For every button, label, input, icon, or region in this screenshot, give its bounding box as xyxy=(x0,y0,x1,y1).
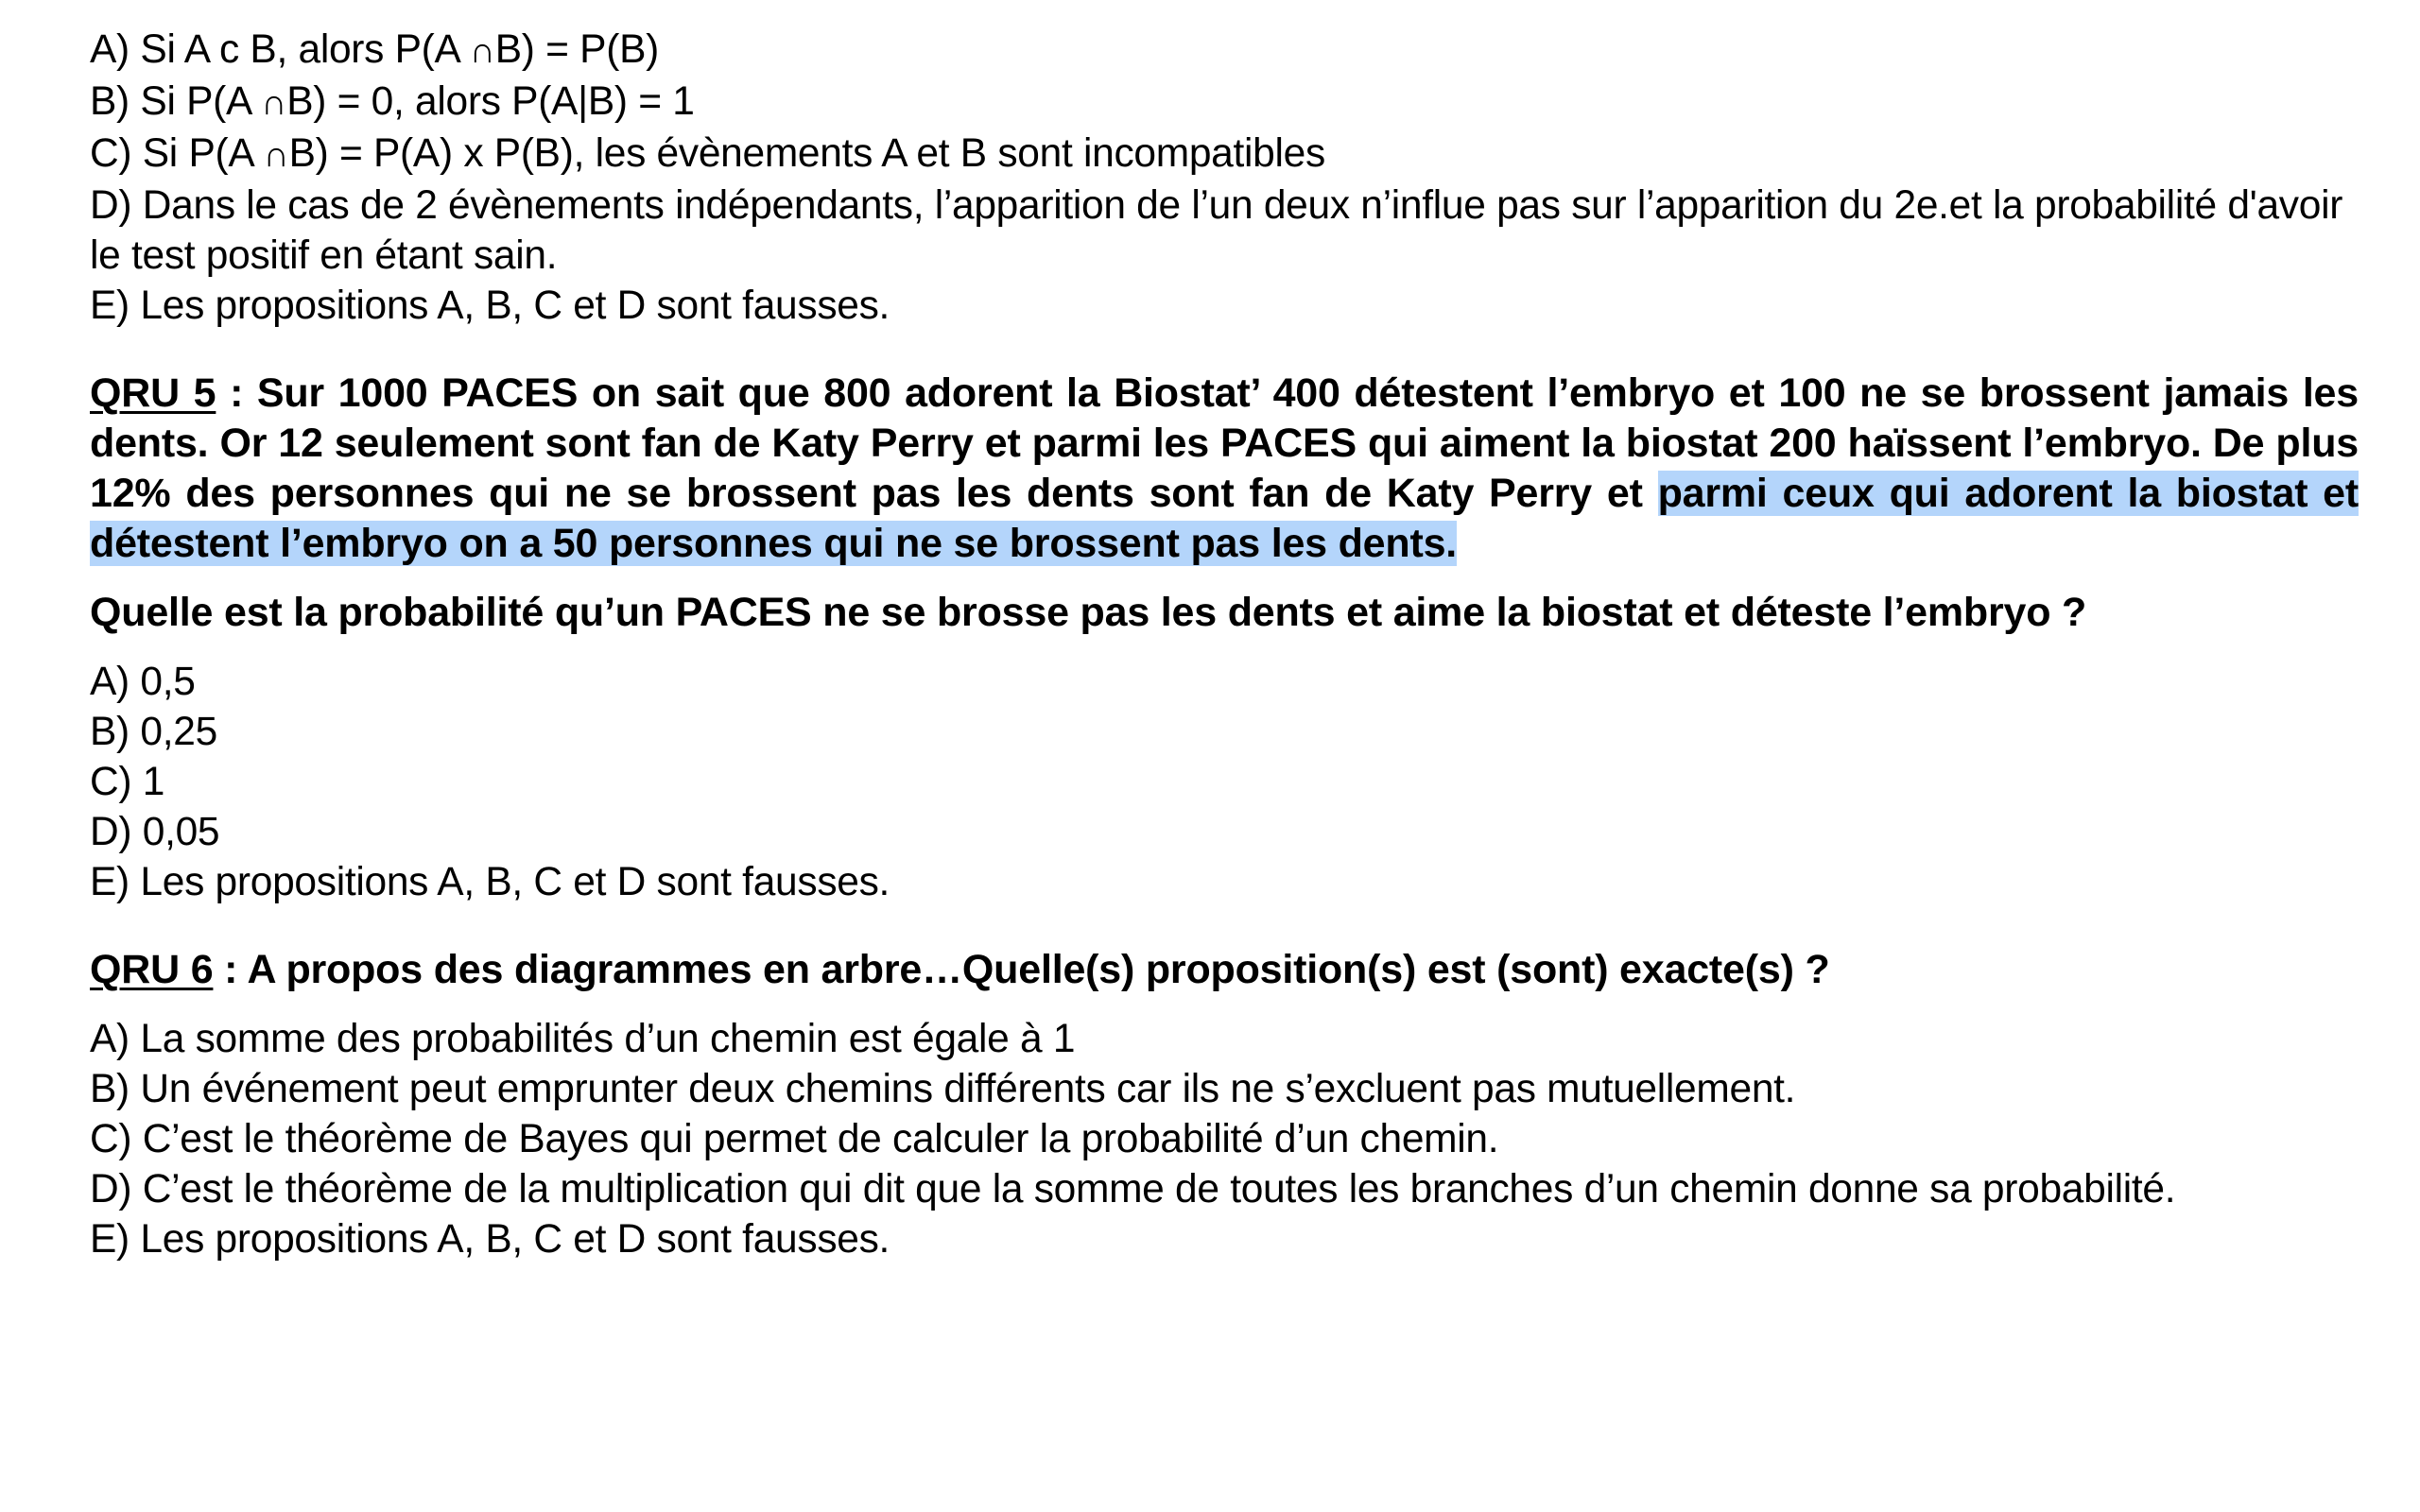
q5-prompt: Quelle est la probabilité qu’un PACES ne se brosse pas les dents et aime la biostat et déteste l’embryo ? xyxy=(90,590,2087,635)
q5-label: QRU 5 xyxy=(90,370,216,416)
q4-option-c-text: C) Si P(A xyxy=(90,131,264,176)
q4-option-c xyxy=(90,129,2373,180)
q6-options xyxy=(90,1014,2373,1264)
q5-option-b: B) 0,25 xyxy=(90,710,217,754)
q6-option-c: C) C’est le théorème de Bayes qui permet de calculer la probabilité d’un chemin. xyxy=(90,1117,1499,1161)
intersection-symbol: ∩ xyxy=(469,31,495,71)
q6-option-e: E) Les propositions A, B, C et D sont fausses. xyxy=(90,1217,890,1262)
q6-option-b: B) Un événement peut emprunter deux chemins différents car ils ne s’excluent pas mutuellement. xyxy=(90,1067,1796,1111)
q4-options xyxy=(90,25,2373,331)
q6-title xyxy=(90,945,2373,995)
q5-option-a: A) 0,5 xyxy=(90,660,196,704)
q6-option-a: A) La somme des probabilités d’un chemin est égale à 1 xyxy=(90,1017,1076,1061)
q4-option-b-text: B) Si P(A xyxy=(90,79,262,124)
q4-option-c-text-end: B) = P(A) x P(B), les évènements A et B sont incompatibles xyxy=(288,131,1325,176)
q6-option-d: D) C’est le théorème de la multiplication qui dit que la somme de toutes les branches d’un chemin donne sa probabilité. xyxy=(90,1167,2176,1211)
q4-option-a-text-end: B) = P(B) xyxy=(494,27,659,72)
q5-option-c: C) 1 xyxy=(90,760,165,804)
q5-statement-text: Sur 1000 PACES on sait que 800 adorent la Biostat’ 400 détestent l’embryo et 100 ne se brossent jamais les dents. Or 12 seulement sont fan de Katy Perry et parmi les PACES qui aiment la biostat 200 haïssent l’embryo. De plus 12% des personnes qui ne se brossent pas les dents sont fan de Katy Perry et xyxy=(90,370,2359,516)
q4-option-e: E) Les propositions A, B, C et D sont fausses. xyxy=(90,284,890,328)
q4-option-d: D) Dans le cas de 2 évènements indépendants, l’apparition de l’un deux n’influe pas sur l’apparition du 2e.et la probabilité d'avoir le test positif en étant sain. xyxy=(90,183,2343,278)
q5-option-e: E) Les propositions A, B, C et D sont fausses. xyxy=(90,860,890,904)
q6-label: QRU 6 xyxy=(90,947,214,992)
q6-title-text: : A propos des diagrammes en arbre…Quelle(s) proposition(s) est (sont) exacte(s) ? xyxy=(213,947,1830,992)
q4-option-a-text: A) Si A c B, alors P(A xyxy=(90,27,470,72)
q5-option-d: D) 0,05 xyxy=(90,810,220,854)
intersection-symbol: ∩ xyxy=(263,135,289,175)
q4-option-b xyxy=(90,77,2373,129)
intersection-symbol: ∩ xyxy=(261,83,287,123)
q5-statement[interactable] xyxy=(90,369,2359,569)
q4-option-b-text-end: B) = 0, alors P(A|B) = 1 xyxy=(286,79,695,124)
q4-option-a xyxy=(90,25,2373,77)
q5-separator: : xyxy=(216,370,257,416)
q5-options xyxy=(90,657,2373,907)
q5-highlighted-selection[interactable]: parmi ceux qui adorent la biostat et détestent l’embryo on a 50 personnes qui ne se brossent pas les dents. xyxy=(90,471,2360,566)
